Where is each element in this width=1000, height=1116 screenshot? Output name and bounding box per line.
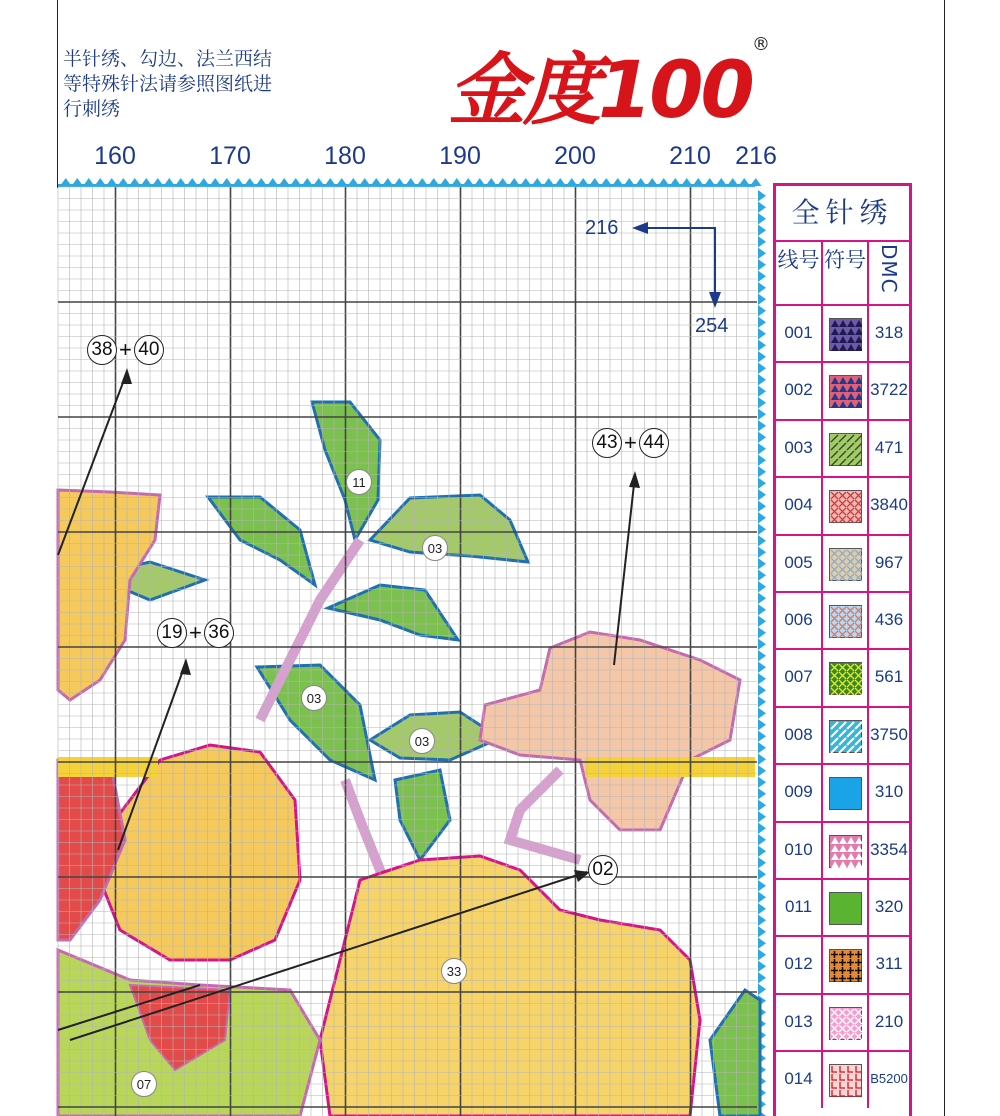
ruler-triangle	[758, 351, 766, 363]
legend-symbol-grid-on-orange-icon	[829, 949, 862, 982]
legend-thread-number: 012	[776, 937, 823, 992]
legend-symbol-cell	[823, 421, 869, 476]
ruler-triangle	[758, 616, 766, 628]
legend-thread-number: 007	[776, 650, 823, 705]
legend-symbol-triangles-on-red-icon	[829, 375, 862, 408]
ruler-triangle	[758, 432, 766, 444]
legend-symbol-cell	[823, 880, 869, 935]
corner-marker-arrow	[632, 222, 648, 234]
thread-legend	[773, 183, 912, 1116]
ruler-triangle	[758, 823, 766, 835]
legend-row	[776, 706, 909, 763]
ruler-triangle	[758, 512, 766, 524]
ruler-triangle	[758, 340, 766, 352]
legend-thread-number: 009	[776, 765, 823, 820]
ruler-triangle	[758, 846, 766, 858]
corner-y-value: 254	[695, 315, 729, 337]
ruler-triangle	[758, 984, 766, 996]
ruler-triangle	[758, 328, 766, 340]
legend-row	[776, 419, 909, 476]
ruler-triangle	[758, 742, 766, 754]
ruler-triangle	[758, 501, 766, 513]
legend-thread-number: 014	[776, 1052, 823, 1107]
region-label: 11	[346, 469, 372, 495]
ruler-triangle	[758, 397, 766, 409]
legend-row	[776, 476, 909, 533]
legend-symbol-cell	[823, 650, 869, 705]
legend-dmc-code: 320	[874, 897, 904, 916]
ruler-triangle	[758, 731, 766, 743]
pointer-arrowhead	[629, 471, 640, 488]
ruler-triangle	[758, 754, 766, 766]
note-line-2: 等特殊针法请参照图纸进	[63, 73, 273, 95]
column-number: 160	[94, 142, 136, 170]
callout-circle: 43	[592, 428, 622, 458]
corner-x-value: 216	[585, 217, 619, 239]
legend-symbol-cell	[823, 1052, 869, 1107]
callout-02	[588, 854, 618, 886]
ruler-triangle	[758, 834, 766, 846]
callout-circle: 19	[157, 618, 187, 648]
legend-row	[776, 648, 909, 705]
region-label: 03	[422, 535, 448, 561]
ruler-triangle	[758, 374, 766, 386]
legend-symbol-solid-blue-icon	[829, 777, 862, 810]
ruler-triangle	[758, 696, 766, 708]
ruler-triangle	[758, 570, 766, 582]
ruler-triangle	[758, 880, 766, 892]
legend-symbol-cell	[823, 995, 869, 1050]
legend-thread-number: 013	[776, 995, 823, 1050]
legend-thread-number: 003	[776, 421, 823, 476]
column-number: 170	[209, 142, 251, 170]
legend-thread-number: 006	[776, 593, 823, 648]
ruler-triangle	[758, 420, 766, 432]
ruler-triangle	[758, 961, 766, 973]
legend-header-symbol: 符号	[823, 242, 869, 304]
corner-marker-arrow	[709, 292, 721, 308]
ruler-triangle	[758, 558, 766, 570]
ruler-triangle	[758, 915, 766, 927]
ruler-triangle	[758, 294, 766, 306]
region-label: 03	[301, 685, 327, 711]
ruler-triangle	[758, 627, 766, 639]
legend-row	[776, 993, 909, 1050]
callout-plus: +	[119, 337, 132, 362]
frame-right-line	[944, 0, 945, 1116]
legend-symbol-cell	[823, 306, 869, 361]
ruler-triangle	[758, 248, 766, 260]
column-number: 180	[324, 142, 366, 170]
ruler-triangle	[758, 202, 766, 214]
legend-thread-number: 004	[776, 478, 823, 533]
ruler-triangle	[758, 190, 766, 202]
ruler-triangle	[758, 777, 766, 789]
note-line-1: 半针绣、勾边、法兰西结	[63, 48, 273, 70]
registered-mark: ®	[752, 34, 770, 55]
ruler-triangle	[758, 650, 766, 662]
ruler-triangle	[758, 535, 766, 547]
legend-row	[776, 935, 909, 992]
ruler-triangle	[758, 282, 766, 294]
legend-header-dmc: DMC	[877, 244, 901, 294]
ruler-triangle	[758, 213, 766, 225]
ruler-triangle	[758, 765, 766, 777]
ruler-triangle	[758, 524, 766, 536]
ruler-triangle	[758, 305, 766, 317]
legend-dmc-code: 3750	[870, 724, 908, 744]
callout-38-40	[87, 334, 164, 366]
corner-marker-line	[640, 228, 715, 300]
ruler-triangle	[758, 225, 766, 237]
legend-row	[776, 821, 909, 878]
ruler-triangle	[758, 236, 766, 248]
legend-header-dmc-cell	[869, 242, 909, 304]
ruler-triangle	[758, 581, 766, 593]
legend-dmc-code: B5200	[870, 1071, 908, 1087]
brand-logo-text: 金度100	[448, 46, 752, 136]
callout-circle: 36	[204, 618, 234, 648]
ruler-triangle	[758, 317, 766, 329]
ruler-base	[58, 184, 755, 187]
leaf-shape	[208, 497, 315, 585]
legend-dmc-code: 471	[874, 437, 904, 457]
ruler-triangle	[758, 949, 766, 961]
ruler-triangle	[758, 708, 766, 720]
legend-dmc-code: 3354	[870, 839, 908, 859]
callout-circle: 40	[134, 335, 164, 365]
ruler-triangle	[758, 892, 766, 904]
legend-dmc-code: 310	[874, 782, 904, 802]
legend-thread-number: 002	[776, 363, 823, 418]
ruler-triangle	[758, 972, 766, 984]
legend-dmc-code: 436	[874, 610, 904, 629]
legend-dmc-code: 318	[874, 323, 904, 342]
legend-row	[776, 878, 909, 935]
ruler-triangle	[758, 639, 766, 651]
legend-symbol-cross-on-tan-icon	[829, 548, 862, 581]
legend-row	[776, 361, 909, 418]
ruler-triangle	[758, 547, 766, 559]
ruler-triangle	[758, 386, 766, 398]
ruler-triangle	[758, 719, 766, 731]
yellow-band	[58, 757, 158, 777]
legend-row	[776, 304, 909, 361]
ruler-triangle	[758, 604, 766, 616]
leaf-shape	[710, 990, 760, 1116]
ruler-triangle	[758, 926, 766, 938]
legend-header-number: 线号	[776, 242, 823, 304]
pointer-arrowhead	[180, 658, 191, 675]
region-label: 07	[131, 1071, 157, 1097]
column-number: 190	[439, 142, 481, 170]
ruler-triangle	[758, 478, 766, 490]
ruler-triangle	[758, 455, 766, 467]
legend-row	[776, 1050, 909, 1107]
region-label: 33	[441, 958, 467, 984]
legend-symbol-cell	[823, 478, 869, 533]
legend-symbol-L-on-red-icon	[829, 1064, 862, 1097]
yellow-band	[585, 757, 755, 777]
legend-thread-number: 008	[776, 708, 823, 763]
callout-circle: 02	[588, 855, 618, 885]
legend-symbol-cell	[823, 823, 869, 878]
legend-symbol-cell	[823, 937, 869, 992]
flower-shape	[100, 745, 300, 960]
ruler-triangle	[758, 662, 766, 674]
callout-plus: +	[624, 430, 637, 455]
ruler-triangle	[758, 938, 766, 950]
legend-title: 全针绣	[776, 186, 909, 242]
legend-symbol-cross-on-blue-icon	[829, 605, 862, 638]
ruler-triangle	[758, 443, 766, 455]
legend-thread-number: 011	[776, 880, 823, 935]
callout-plus: +	[189, 620, 202, 645]
legend-thread-number: 001	[776, 306, 823, 361]
ruler-triangle	[758, 811, 766, 823]
legend-dmc-code: 561	[874, 667, 904, 687]
ruler-triangle	[758, 673, 766, 685]
ruler-triangle	[758, 857, 766, 869]
legend-dmc-code: 311	[875, 954, 903, 974]
legend-symbol-stripes-on-cyan-icon	[829, 720, 862, 753]
legend-row	[776, 591, 909, 648]
note-line-3: 行刺绣	[63, 98, 121, 120]
legend-dmc-code: 3840	[870, 495, 908, 515]
legend-thread-number: 005	[776, 536, 823, 591]
ruler-triangle	[758, 869, 766, 881]
legend-dmc-code: 967	[874, 552, 904, 572]
callout-circle: 38	[87, 335, 117, 365]
legend-symbol-hatch-on-green-icon	[829, 433, 862, 466]
ruler-triangle	[758, 466, 766, 478]
ruler-triangle	[758, 363, 766, 375]
region-label: 03	[409, 728, 435, 754]
legend-symbol-cell	[823, 765, 869, 820]
legend-thread-number: 010	[776, 823, 823, 878]
ruler-triangle	[758, 800, 766, 812]
legend-symbol-triangles-navy-on-purple-icon	[829, 318, 862, 351]
callout-43-44	[592, 427, 669, 459]
legend-dmc-code: 3722	[870, 380, 908, 400]
legend-row	[776, 763, 909, 820]
ruler-triangle	[758, 489, 766, 501]
ruler-triangle	[758, 259, 766, 271]
legend-dmc-code: 210	[874, 1011, 904, 1031]
pointer-arrowhead	[121, 368, 132, 384]
legend-symbol-cross-on-pink-icon	[829, 490, 862, 523]
ruler-triangle	[758, 593, 766, 605]
callout-19-36	[157, 617, 234, 649]
legend-symbol-cross-yellow-on-green-icon	[829, 662, 862, 695]
legend-symbol-cell	[823, 363, 869, 418]
ruler-triangle	[758, 271, 766, 283]
column-number: 216	[735, 142, 777, 170]
callout-circle: 44	[639, 428, 669, 458]
stem-shape	[510, 770, 580, 860]
legend-symbol-solid-green-icon	[829, 892, 862, 925]
ruler-triangle	[758, 903, 766, 915]
ruler-triangle	[758, 409, 766, 421]
legend-symbol-cell	[823, 593, 869, 648]
legend-symbol-triangles-on-pink-icon	[829, 835, 862, 868]
legend-symbol-cell	[823, 708, 869, 763]
flower-shape	[320, 856, 700, 1116]
legend-row	[776, 534, 909, 591]
ruler-triangle	[758, 685, 766, 697]
column-number: 200	[554, 142, 596, 170]
ruler-triangle	[758, 788, 766, 800]
column-number: 210	[669, 142, 711, 170]
legend-symbol-cell	[823, 536, 869, 591]
legend-symbol-cross-on-magenta-icon	[829, 1007, 862, 1040]
